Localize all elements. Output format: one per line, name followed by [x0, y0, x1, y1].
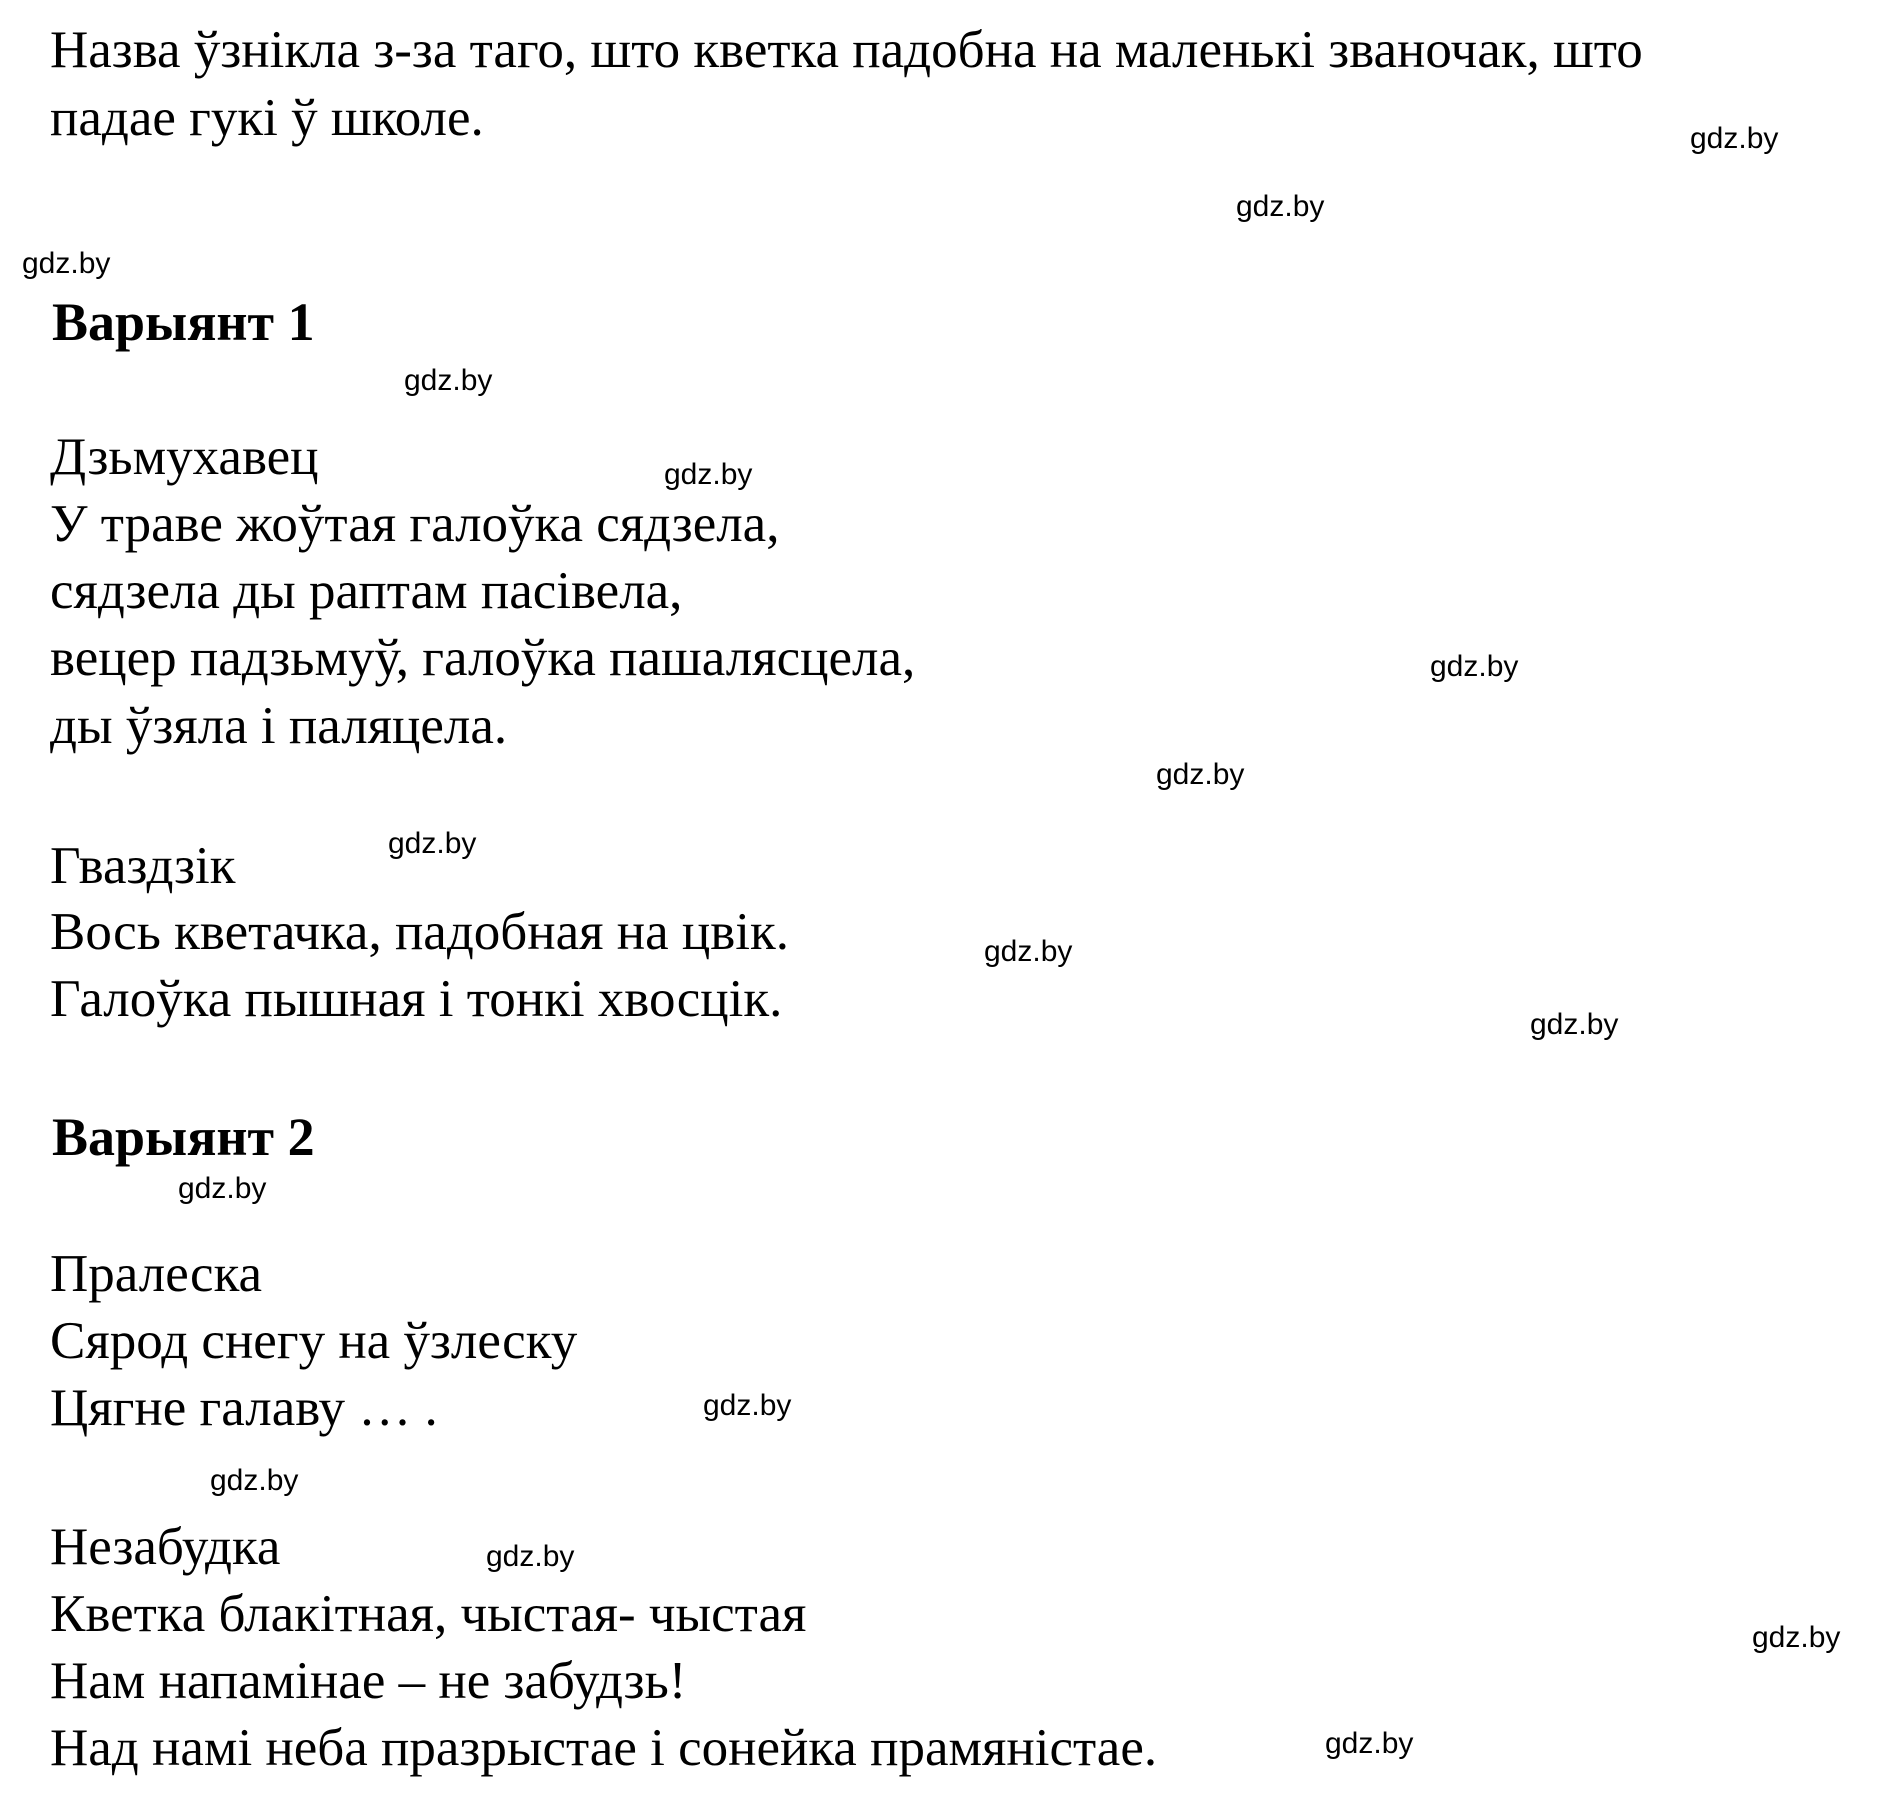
- poem-title-praleska: Пралеска: [50, 1245, 263, 1303]
- variant-2-heading: Варыянт 2: [52, 1107, 315, 1167]
- poem-title-gvazdzik: Гваздзік: [50, 837, 236, 895]
- watermark: gdz.by: [1156, 758, 1245, 791]
- poem-title-dzmukhavets: Дзьмухавец: [50, 428, 319, 486]
- watermark: gdz.by: [486, 1540, 575, 1573]
- poem-line: Цягне галаву … .: [50, 1379, 438, 1437]
- poem-line: Над намі неба празрыстае і сонейка прамяністае.: [50, 1719, 1158, 1777]
- poem-line: Нам напамінае – не забудзь!: [50, 1652, 687, 1710]
- poem-line: сядзела ды раптам пасівела,: [50, 562, 683, 620]
- poem-line: ды ўзяла і паляцела.: [50, 697, 508, 755]
- poem-line: Сярод снегу на ўзлеску: [50, 1312, 578, 1370]
- watermark: gdz.by: [1236, 190, 1325, 223]
- watermark: gdz.by: [664, 458, 753, 491]
- watermark: gdz.by: [404, 364, 493, 397]
- watermark: gdz.by: [1690, 122, 1779, 155]
- watermark: gdz.by: [1325, 1727, 1414, 1760]
- watermark: gdz.by: [178, 1172, 267, 1205]
- variant-1-heading: Варыянт 1: [52, 292, 315, 352]
- poem-line: У траве жоўтая галоўка сядзела,: [50, 495, 780, 553]
- poem-line: Галоўка пышная і тонкі хвосцік.: [50, 970, 783, 1028]
- watermark: gdz.by: [1430, 650, 1519, 683]
- poem-line: Кветка блакітная, чыстая- чыстая: [50, 1585, 807, 1643]
- watermark: gdz.by: [1752, 1621, 1841, 1654]
- poem-line: Вось кветачка, падобная на цвік.: [50, 903, 790, 961]
- intro-line-2: падае гукі ў школе.: [50, 89, 484, 147]
- poem-title-nezabudka: Незабудка: [50, 1518, 281, 1576]
- watermark: gdz.by: [984, 935, 1073, 968]
- watermark: gdz.by: [703, 1389, 792, 1422]
- watermark: gdz.by: [388, 827, 477, 860]
- watermark: gdz.by: [22, 247, 111, 280]
- intro-line-1: Назва ўзнікла з-за таго, што кветка падобна на маленькі званочак, што: [50, 21, 1643, 79]
- watermark: gdz.by: [1530, 1008, 1619, 1041]
- poem-line: вецер падзьмуў, галоўка пашалясцела,: [50, 629, 916, 687]
- watermark: gdz.by: [210, 1464, 299, 1497]
